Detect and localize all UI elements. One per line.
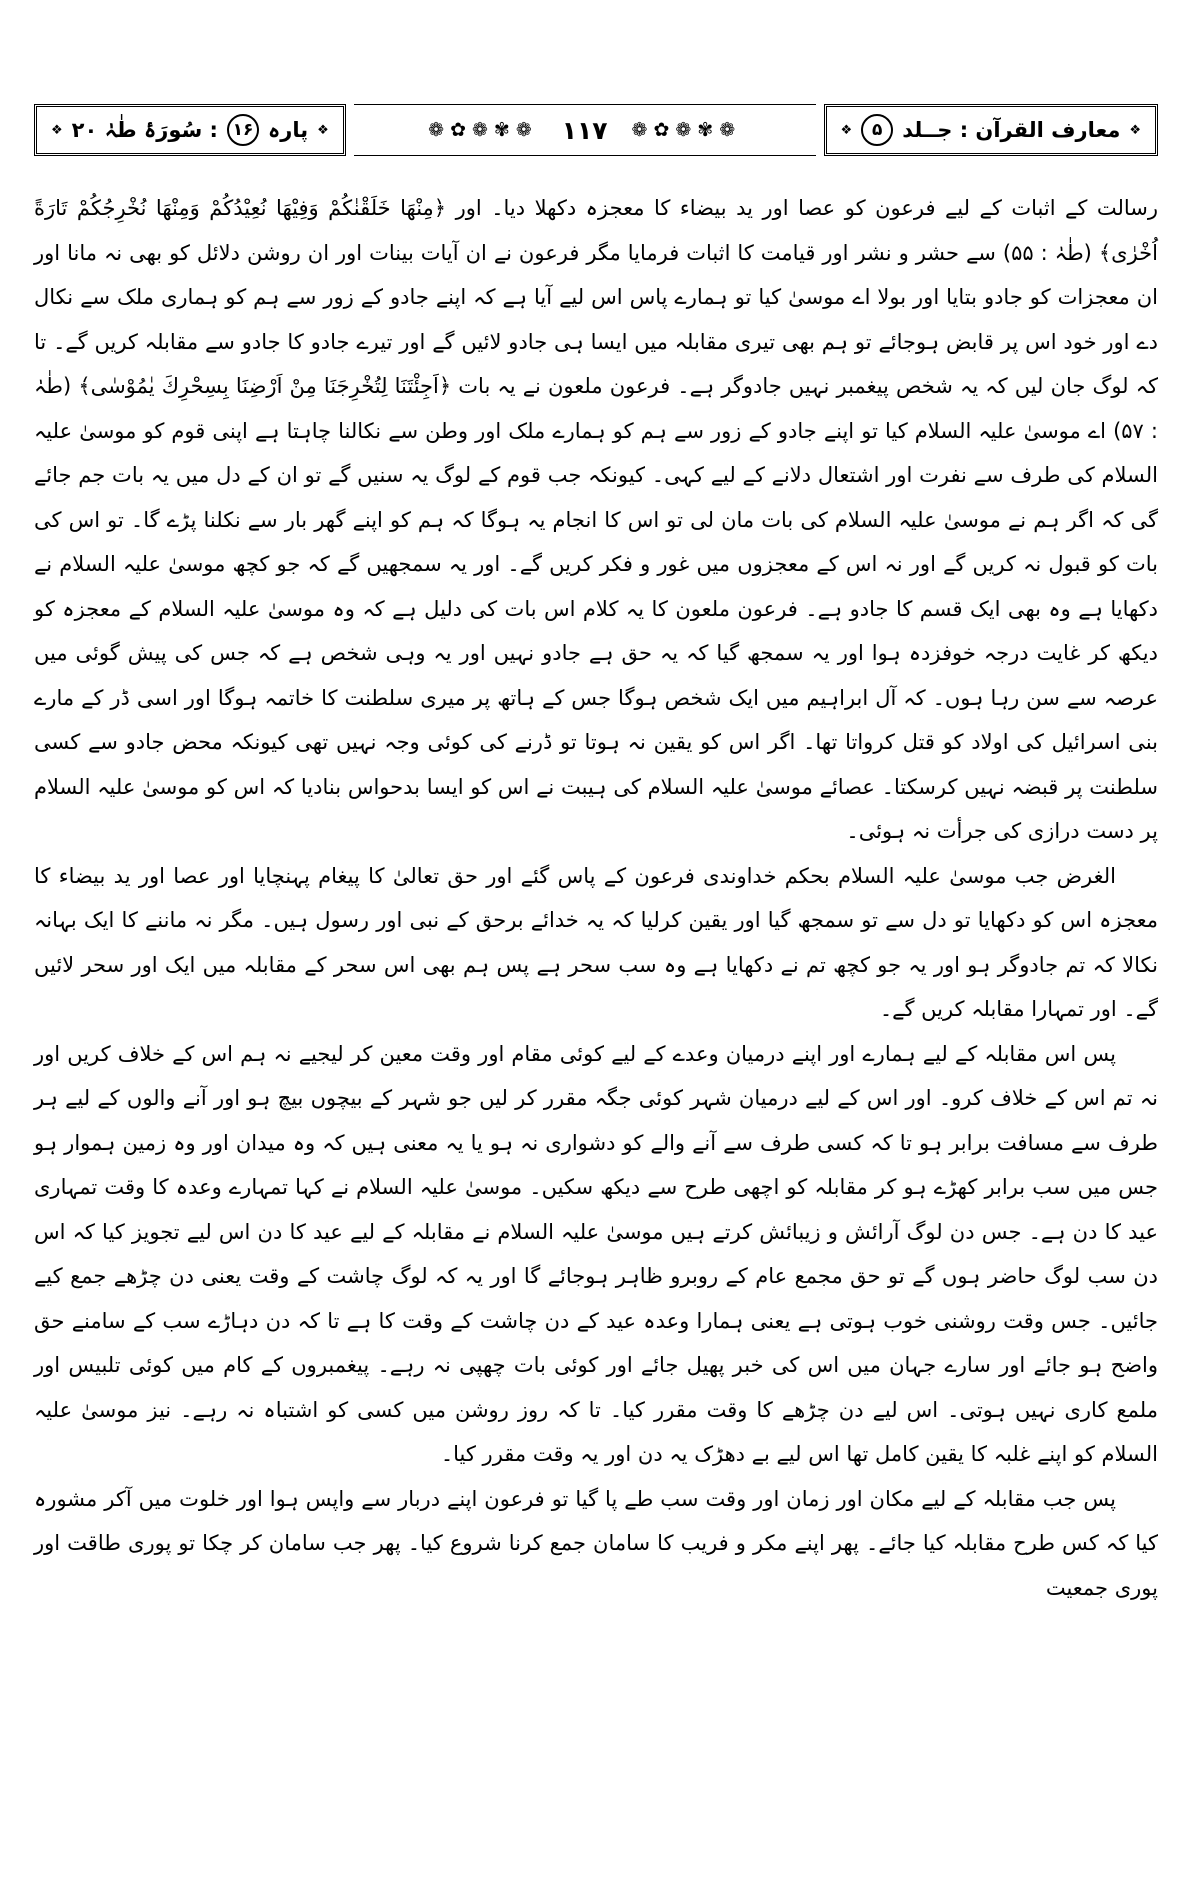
page-number: ۱۱۷ xyxy=(561,115,608,145)
para-number-badge: ۱۶ xyxy=(227,114,259,146)
cartouche-tip-icon: ❖ xyxy=(51,122,63,138)
book-title-text: معارف القرآن : جــلد xyxy=(902,118,1121,142)
floral-ornament-icon: ❁✾❁✿❁ xyxy=(631,119,742,141)
page-header xyxy=(34,104,1158,156)
header-para-surah xyxy=(34,104,346,156)
cartouche-tip-icon: ❖ xyxy=(1129,122,1141,138)
paragraph: پس جب مقابلہ کے لیے مکان اور زمان اور وقت سب طے پا گیا تو فرعون اپنے دربار سے واپس ہوا اور خلوت میں آکر مشورہ کیا کہ کس طرح مقابلہ کیا جائے۔ پھر اپنے مکر و فریب کا سامان جمع کرنا شروع کیا۔ پھر جب سامان کر چکا تو پوری طاقت اور پوری جمعیت xyxy=(34,1486,1158,1600)
header-ornament-band xyxy=(354,104,816,156)
tafsir-body xyxy=(34,186,1158,1611)
volume-number-badge: ۵ xyxy=(861,114,893,146)
floral-ornament-icon: ❁✾❁✿❁ xyxy=(428,119,538,141)
surah-label: : سُورَۂ طٰہٰ ۲۰ xyxy=(71,118,218,142)
header-book-title xyxy=(824,104,1158,156)
cartouche-tip-icon: ❖ xyxy=(317,122,329,138)
para-label: پارہ xyxy=(267,118,309,142)
cartouche-tip-icon: ❖ xyxy=(840,122,853,138)
paragraph: الغرض جب موسیٰ علیہ السلام بحکم خداوندی فرعون کے پاس گئے اور حق تعالیٰ کا پیغام پہنچایا اور عصا اور ید بیضاء کا معجزہ اس کو دکھایا تو دل سے تو سمجھ گیا اور یقین کرلیا کہ یہ خدائے برحق کے نبی اور رسول ہیں۔ مگر نہ ماننے کا ایک بہانہ نکالا کہ تم جادوگر ہو اور یہ جو کچھ تم نے دکھایا ہے وہ سب سحر ہے پس ہم بھی اس سحر کے مقابلہ میں ایک اور سحر لائیں گے۔ اور تمہارا مقابلہ کریں گے۔ xyxy=(34,863,1158,1022)
paragraph: پس اس مقابلہ کے لیے ہمارے اور اپنے درمیان وعدے کے لیے کوئی مقام اور وقت معین کر لیجیے نہ ہم اس کے خلاف کریں اور نہ تم اس کے خلاف کرو۔ اور اس کے لیے درمیان شہر کوئی جگہ مقرر کر لیں جو شہر کے بیچوں بیچ ہو اور آنے والوں کے لیے ہر طرف سے مسافت برابر ہو تا کہ کسی طرف سے آنے والے کو دشواری نہ ہو یا یہ معنی ہیں کہ وہ میدان اور وہ زمین ہموار ہو جس میں سب برابر کھڑے ہو کر مقابلہ کو اچھی طرح سے دیکھ سکیں۔ موسیٰ علیہ السلام نے کہا تمہارے وعدہ کا وقت تمہاری عید کا دن ہے۔ جس دن لوگ آرائش و زیبائش کرتے ہیں موسیٰ علیہ السلام نے مقابلہ کے لیے عید کا دن اس لیے تجویز کیا کہ اس دن سب لوگ حاضر ہوں گے تو حق مجمع عام کے روبرو ظاہر ہوجائے گا اور یہ کہ لوگ چاشت کے وقت یعنی دن چڑھے جمع کیے جائیں۔ جس وقت روشنی خوب ہوتی ہے یعنی ہمارا وعدہ عید کے دن چاشت کے وقت کا ہے تا کہ دن دہاڑے سب کے سامنے حق واضح ہو جائے اور سارے جہان میں اس کی خبر پھیل جائے اور کوئی بات چھپی نہ رہے۔ پیغمبروں کے کام میں کوئی تلبیس اور ملمع کاری نہیں ہوتی۔ اس لیے دن چڑھے کا وقت مقرر کیا۔ تا کہ روز روشن میں کسی کو اشتباہ نہ رہے۔ نیز موسیٰ علیہ السلام کو اپنے غلبہ کا یقین کامل تھا اس لیے بے دھڑک یہ دن اور یہ وقت مقرر کیا۔ xyxy=(34,1041,1158,1467)
paragraph: رسالت کے اثبات کے لیے فرعون کو عصا اور ید بیضاء کا معجزہ دکھلا دیا۔ اور ﴿مِنْهَا خَلَقْنٰكُمْ وَفِيْهَا نُعِيْدُكُمْ وَمِنْهَا نُخْرِجُكُمْ تَارَةً اُخْرٰى﴾ (طٰہٰ : ۵۵) سے حشر و نشر اور قیامت کا اثبات فرمایا مگر فرعون نے ان آیات بینات اور ان روشن دلائل کو بھی نہ مانا اور ان معجزات کو جادو بتایا اور بولا اے موسیٰ کیا تو ہمارے پاس اس لیے آیا ہے کہ اپنے جادو کے زور سے ہم کو ہماری ملک سے نکال دے اور خود اس پر قابض ہوجائے تو ہم بھی تیری مقابلہ میں ایسا ہی جادو لائیں گے اور تیرے جادو کا جادو سے مقابلہ کریں گے۔ تا کہ لوگ جان لیں کہ یہ شخص پیغمبر نہیں جادوگر ہے۔ فرعون ملعون نے یہ بات ﴿اَجِئْتَنَا لِتُخْرِجَنَا مِنْ اَرْضِنَا بِسِحْرِكَ يٰمُوْسٰى﴾ (طٰہٰ : ۵۷) اے موسیٰ علیہ السلام کیا تو اپنے جادو کے زور سے ہم کو ہمارے ملک اور وطن سے نکالنا چاہتا ہے اپنی قوم کو موسیٰ علیہ السلام کی طرف سے نفرت اور اشتعال دلانے کے لیے کہی۔ کیونکہ جب قوم کے لوگ یہ سنیں گے تو ان کے دل میں یہ بات جم جائے گی کہ اگر ہم نے موسیٰ علیہ السلام کی بات مان لی تو اس کا انجام یہ ہوگا کہ ہم کو اپنے گھر بار سے نکلنا پڑے گا۔ تو اس کی بات کو قبول نہ کریں گے اور نہ اس کے معجزوں میں غور و فکر کریں گے۔ اور یہ سمجھیں گے کہ جو کچھ موسیٰ علیہ السلام نے دکھایا ہے وہ بھی ایک قسم کا جادو ہے۔ فرعون ملعون کا یہ کلام اس بات کی دلیل ہے کہ وہ موسیٰ علیہ السلام کے معجزہ کو دیکھ کر غایت درجہ خوفزدہ ہوا اور یہ سمجھ گیا کہ یہ حق ہے جادو نہیں اور یہ وہی شخص ہے کہ جس کی پیش گوئی میں عرصہ سے سن رہا ہوں۔ کہ آل ابراہیم میں ایک شخص ہوگا جس کے ہاتھ پر میری سلطنت کا خاتمہ ہوگا اور اسی ڈر کے مارے بنی اسرائیل کی اولاد کو قتل کرواتا تھا۔ اگر اس کو یقین نہ ہوتا تو ڈرنے کی کوئی وجہ نہیں تھی کیونکہ محض جادو سے کسی سلطنت پر قبضہ نہیں کرسکتا۔ عصائے موسیٰ علیہ السلام کی ہیبت نے اس کو ایسا بدحواس بنادیا کہ اس کو موسیٰ علیہ السلام پر دست درازی کی جرأت نہ ہوئی۔ xyxy=(34,196,1158,844)
